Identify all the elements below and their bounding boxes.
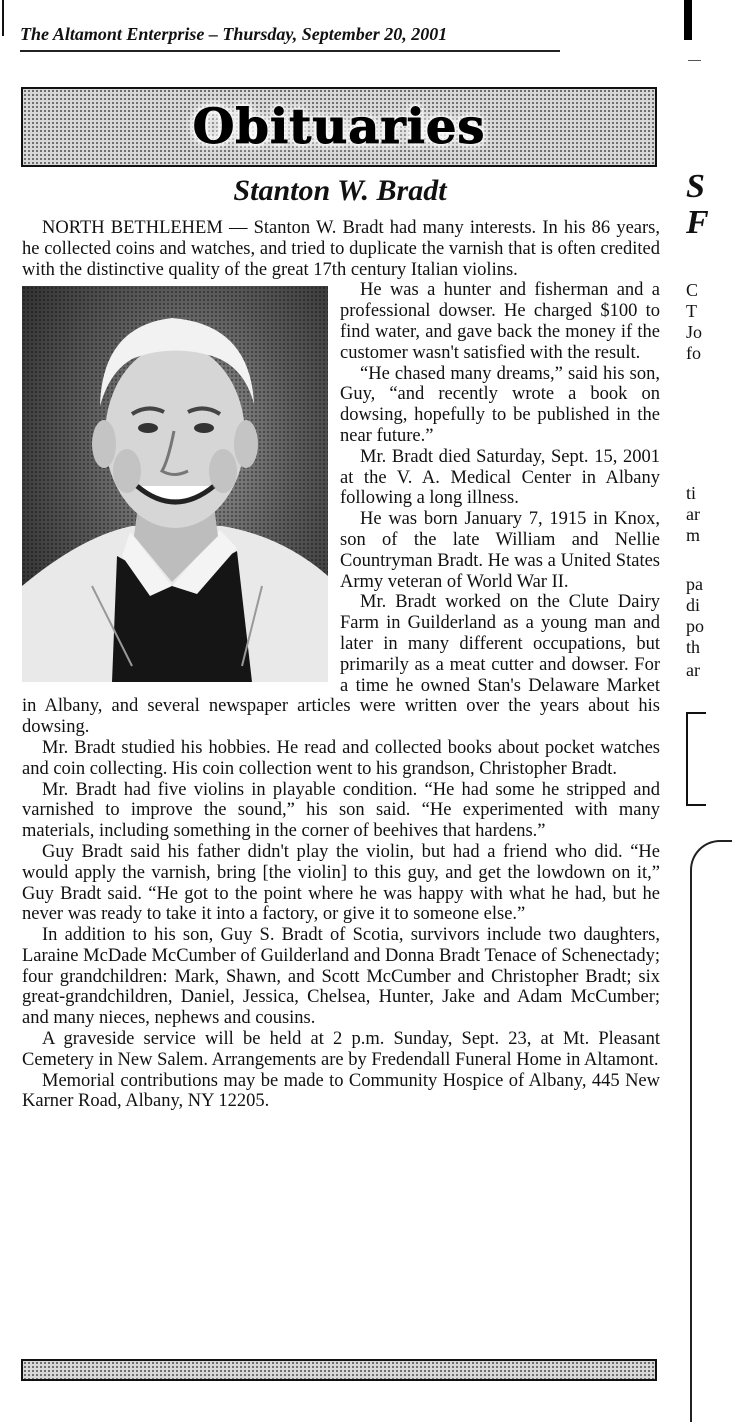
adjacent-text-fragment: pa: [686, 574, 703, 594]
page-edge-mark: [2, 0, 4, 36]
article-paragraph: Mr. Bradt died Saturday, Sept. 15, 2001 at the V. A. Medical Center in Albany following a long illness.: [340, 446, 660, 509]
adjacent-column: [672, 0, 709, 1420]
article-paragraph: Guy Bradt said his father didn't play the violin, but had a friend who did. “He would apply the varnish, bring [the violin] to this guy, and get the lowdown on it,” Guy Bradt said. “He got to the point where he was happy with what he had, but he never was ready to take it into a factory, or give it to someone else.”: [22, 841, 660, 925]
article-paragraph: A graveside service will be held at 2 p.m. Sunday, Sept. 23, at Mt. Pleasant Cemetery in New Salem. Arrangements are by Fredendall Funeral Home in Altamont.: [22, 1029, 660, 1070]
adjacent-text-fragment: Jo: [686, 322, 703, 342]
portrait-photo: [22, 286, 328, 682]
article-paragraph: Mr. Bradt studied his hobbies. He read and collected books about pocket watches and coin collecting. His coin collection went to his grandson, Christopher Bradt.: [22, 737, 660, 779]
adjacent-text-fragment: T: [686, 301, 697, 321]
article-body: [22, 218, 660, 1112]
adjacent-text-fragment: ar: [686, 660, 700, 680]
article-paragraph: “He chased many dreams,” said his son, Guy, “and recently wrote a book on dowsing, hopefully to be published in the near future.”: [340, 363, 660, 446]
adjacent-headline-fragment: S: [686, 168, 705, 205]
adjacent-text-fragment: ti: [686, 483, 697, 503]
column-rule: [688, 60, 701, 61]
section-banner: [21, 87, 657, 167]
section-title: Obituaries: [192, 99, 486, 155]
adjacent-text-fragment: fo: [686, 343, 701, 363]
adjacent-text-fragment: di: [686, 595, 701, 615]
adjacent-headline-fragment: F: [686, 204, 709, 241]
article-paragraph: Mr. Bradt had five violins in playable condition. “He had some he stripped and varnished to improve the sound,” his son said. “He experimented with many materials, including something in the corner of beehives that hardens.”: [22, 779, 660, 842]
article-paragraph: He was born January 7, 1915 in Knox, son of the late William and Nellie Countryman Bradt. He was a United States Army veteran of World War II.: [340, 509, 660, 592]
article-paragraph: In addition to his son, Guy S. Bradt of Scotia, survivors include two daughters, Laraine McDade McCumber of Guilderland and Donna Bradt Tenace of Schenectady; four grandchildren: Mark, Shawn, and Scott McCumber and Christopher Bradt; six great-grandchildren, Daniel, Jessica, Chelsea, Hunter, Jake and Adam McCumber; and many nieces, nephews and cousins.: [22, 925, 660, 1029]
adjacent-text-fragment: C: [686, 280, 699, 300]
masthead: The Altamont Enterprise – Thursday, September 20, 2001: [20, 24, 448, 44]
adjacent-box: [686, 712, 706, 806]
adjacent-text-fragment: th: [686, 637, 701, 657]
column-rule-bar: [684, 0, 692, 40]
article-headline: Stanton W. Bradt: [233, 174, 447, 207]
adjacent-rounded-border: [690, 840, 732, 1422]
adjacent-text-fragment: po: [686, 616, 704, 636]
masthead-rule: [20, 50, 560, 52]
adjacent-text-fragment: m: [686, 525, 701, 545]
adjacent-text-fragment: ar: [686, 504, 700, 524]
bottom-rule: [21, 1359, 657, 1381]
article-paragraph: He was a hunter and fisherman and a professional dowser. He charged $100 to find water, and gave back the money if the customer wasn't satisfied with the result.: [340, 280, 660, 363]
portrait-figure: [22, 286, 328, 682]
article-paragraph: Memorial contributions may be made to Community Hospice of Albany, 445 New Karner Road, Albany, NY 12205.: [22, 1070, 660, 1112]
article-paragraph: Mr. Bradt worked on the Clute Dairy Farm in Guilderland as a young man and later in many different occupations, but primarily as a meat cutter and dowser. For a time he owned Stan's Delaware Market in Albany, and several newspaper articles were written over the years about his dowsing.: [22, 592, 660, 738]
article-paragraph: NORTH BETHLEHEM — Stanton W. Bradt had many interests. In his 86 years, he collected coins and watches, and tried to duplicate the varnish that is often credited with the distinctive quality of the great 17th century Italian violins.: [22, 218, 660, 280]
